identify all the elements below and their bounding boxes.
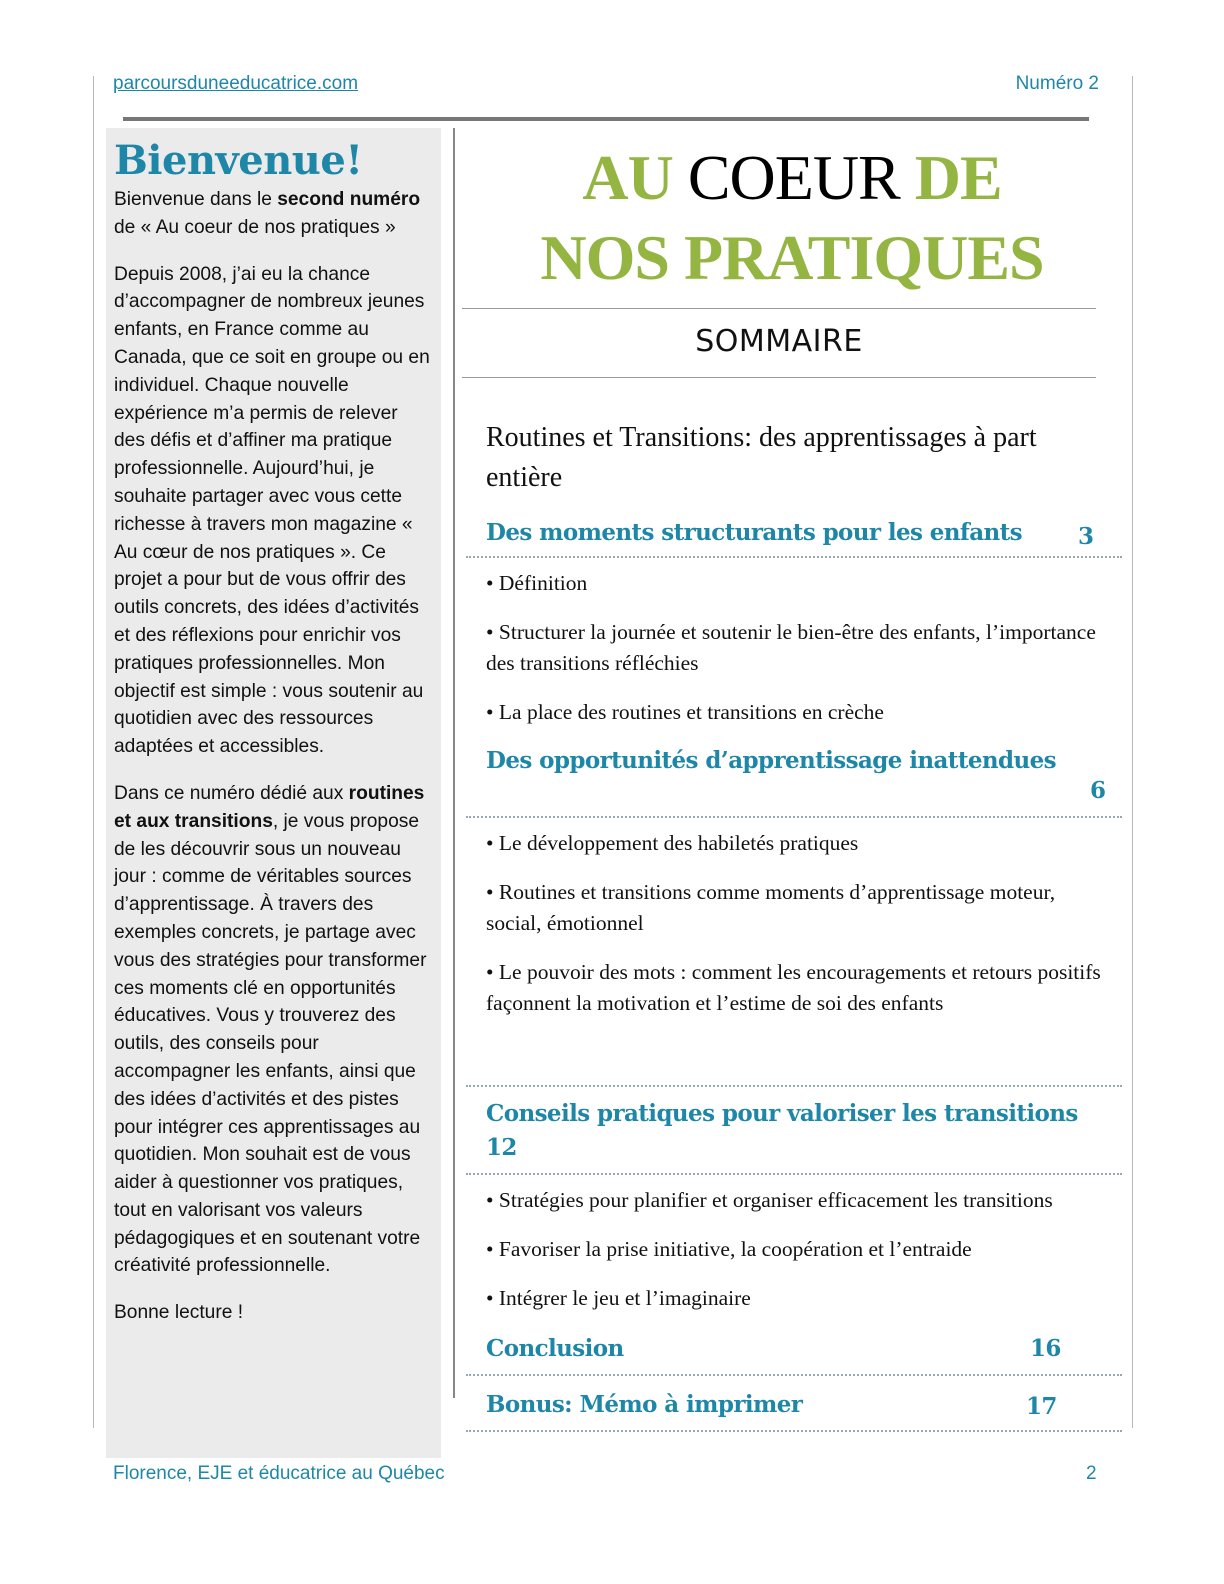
- welcome-title: Bienvenue!: [114, 137, 363, 184]
- toc-section-3-page: 12: [486, 1134, 517, 1161]
- toc-item: • Routines et transitions comme moments d’apprentissage moteur, social, émotionnel: [486, 880, 1056, 935]
- paragraph-2-bold-text: routines et aux transitions: [114, 782, 425, 832]
- toc-section-2-title: Des opportunités d’apprentissage inattendues: [486, 747, 1056, 774]
- dotted-leader: [466, 1430, 1122, 1432]
- toc-section-conclusion[interactable]: [486, 1330, 1122, 1368]
- welcome-paragraph-2: [114, 780, 433, 1280]
- dotted-leader: [466, 1374, 1122, 1376]
- page-border-left: [93, 76, 94, 1428]
- welcome-intro: [114, 186, 433, 242]
- toc-item: • Le pouvoir des mots : comment les encouragements et retours positifs façonnent la motivation et l’estime de soi des enfants: [486, 960, 1101, 1015]
- magazine-title-line-2: NOS PRATIQUES: [540, 222, 1044, 293]
- toc-section-3[interactable]: [486, 1097, 1122, 1163]
- toc-bonus-title: Bonus: Mémo à imprimer: [486, 1391, 803, 1418]
- toc-bonus-page: 17: [1026, 1393, 1057, 1420]
- column-divider: [453, 128, 455, 1398]
- issue-number: Numéro 2: [1015, 73, 1099, 94]
- paragraph-2-text-end: , je vous propose de les découvrir sous un nouveau jour : comme de véritables sources d’apprentissage. À travers des exemples concrets, je partage avec vous des stratégies pour transformer ces moments clé en opportunités éducatives. Vous y trouverez des outils, des conseils pour accompagner les enfants, ainsi que des idées d’activités et des pistes pour intégrer ces apprentissages au quotidien. Mon souhait est de vous aider à questionner vos pratiques, tout en valorisant vos valeurs pédagogiques et en soutenant votre créativité professionnelle.: [114, 810, 427, 1277]
- toc-item: • Intégrer le jeu et l’imaginaire: [486, 1286, 751, 1310]
- toc-item: • Favoriser la prise initiative, la coopération et l’entraide: [486, 1237, 972, 1261]
- toc-section-2-page: 6: [1090, 777, 1106, 804]
- dotted-leader: [466, 1085, 1122, 1087]
- site-link[interactable]: parcoursduneeducatrice.com: [113, 73, 359, 94]
- toc-item: • Définition: [486, 571, 588, 595]
- toc-section-1-page: 3: [1078, 523, 1094, 550]
- sommaire-heading: SOMMAIRE: [695, 324, 863, 359]
- toc-conclusion-page: 16: [1030, 1335, 1061, 1362]
- welcome-paragraph-1: Depuis 2008, j’ai eu la chance d’accompagner de nombreux jeunes enfants, en France comme au Canada, que ce soit en groupe ou en individuel. Chaque nouvelle expérience m’a permis de relever des défis et d’affiner ma pratique professionnelle. Aujourd’hui, je souhaite partager avec vous cette richesse à travers mon magazine « Au cœur de nos pratiques ». Ce projet a pour but de vous offrir des outils concrets, des idées d’activités et des réflexions pour enrichir vos pratiques professionnelles. Mon objectif est simple : vous soutenir au quotidien avec des ressources adaptées et accessibles.: [114, 263, 430, 758]
- title-word-au: AU: [582, 142, 673, 213]
- intro-text: Bienvenue dans le: [114, 189, 278, 210]
- paragraph-2-text: Dans ce numéro dédié aux: [114, 782, 349, 804]
- toc-section-3-title: Conseils pratiques pour valoriser les transitions: [486, 1100, 1078, 1127]
- intro-text-end: de « Au coeur de nos pratiques »: [114, 216, 396, 238]
- toc-section-2[interactable]: [486, 744, 1122, 810]
- toc-section-1-title: Des moments structurants pour les enfants: [486, 519, 1023, 546]
- intro-bold-text: second numéro: [277, 189, 421, 210]
- magazine-title: [462, 138, 1122, 298]
- header-divider: [123, 117, 1089, 121]
- sommaire-rule-bottom: [462, 377, 1096, 378]
- toc-conclusion-title: Conclusion: [486, 1335, 624, 1362]
- footer-author: Florence, EJE et éducatrice au Québec: [113, 1463, 445, 1484]
- toc-section-1[interactable]: [486, 514, 1122, 552]
- page-border-right: [1132, 76, 1133, 1428]
- welcome-sidebar: [106, 128, 441, 1458]
- title-word-de: DE: [914, 142, 1002, 213]
- toc-item: • La place des routines et transitions en crèche: [486, 700, 884, 724]
- table-of-contents: [462, 130, 1122, 1432]
- dotted-leader: [466, 556, 1122, 558]
- welcome-closing: Bonne lecture !: [114, 1302, 244, 1324]
- issue-theme: Routines et Transitions: des apprentissages à part entière: [486, 422, 1037, 493]
- magazine-title-line-1: [462, 138, 1122, 218]
- dotted-leader: [466, 816, 1122, 818]
- dotted-leader: [466, 1173, 1122, 1175]
- footer-page-number: 2: [1086, 1463, 1097, 1484]
- toc-item: • Le développement des habiletés pratiques: [486, 831, 859, 855]
- toc-section-bonus[interactable]: [486, 1386, 1122, 1424]
- title-word-coeur: COEUR: [687, 142, 900, 213]
- toc-item: • Structurer la journée et soutenir le bien-être des enfants, l’importance des transitions réfléchies: [486, 620, 1096, 675]
- toc-item: • Stratégies pour planifier et organiser efficacement les transitions: [486, 1188, 1053, 1212]
